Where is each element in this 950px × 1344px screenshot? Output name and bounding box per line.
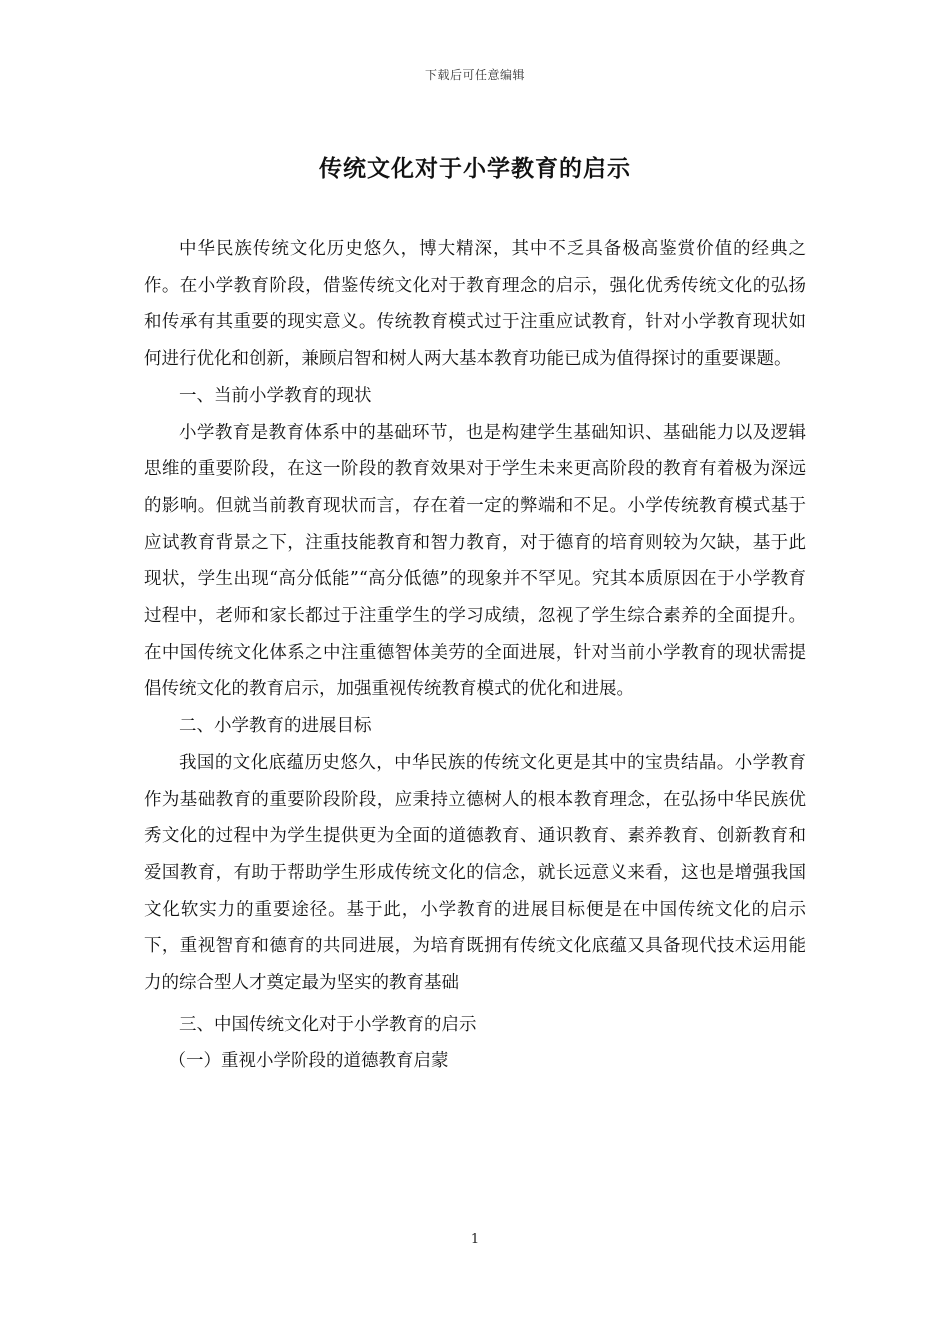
section-heading-2: 二、小学教育的进展目标 [179, 716, 372, 737]
page-number: 1 [470, 1232, 480, 1247]
subsection-heading-3-1: （一）重视小学阶段的道德教育启蒙 [168, 1051, 449, 1072]
intro-paragraph: 中华民族传统文化历史悠久，博大精深，其中不乏具备极高鉴赏价值的经典之作。在小学教育阶段，借鉴传统文化对于教育理念的启示，强化优秀传统文化的弘扬和传承有其重要的现实意义。传统教育模式过于注重应试教育，针对小学教育现状如何进行优化和创新，兼顾启智和树人两大基本教育功能已成为值得探讨的重要课题。 [144, 239, 806, 370]
section-1-paragraph: 小学教育是教育体系中的基础环节，也是构建学生基础知识、基础能力以及逻辑思维的重要阶段，在这一阶段的教育效果对于学生未来更高阶段的教育有着极为深远的影响。但就当前教育现状而言，存在着一定的弊端和不足。小学传统教育模式基于应试教育背景之下，注重技能教育和智力教育，对于德育的培育则较为欠缺，基于此现状，学生出现“高分低能”“高分低德”的现象并不罕见。究其本质原因在于小学教育过程中，老师和家长都过于注重学生的学习成绩，忽视了学生综合素养的全面提升。在中国传统文化体系之中注重德智体美劳的全面进展，针对当前小学教育的现状需提倡传统文化的教育启示，加强重视传统教育模式的优化和进展。 [144, 422, 806, 700]
document-title: 传统文化对于小学教育的启示 [319, 155, 631, 182]
header-note: 下载后可任意编辑 [424, 68, 525, 82]
section-heading-1: 一、当前小学教育的现状 [179, 385, 372, 406]
document-body [144, 231, 806, 1080]
section-2-paragraph: 我国的文化底蕴历史悠久，中华民族的传统文化更是其中的宝贵结晶。小学教育作为基础教育的重要阶段阶段，应秉持立德树人的根本教育理念，在弘扬中华民族优秀文化的过程中为学生提供更为全面的道德教育、通识教育、素养教育、创新教育和爱国教育，有助于帮助学生形成传统文化的信念，就长远意义来看，这也是增强我国文化软实力的重要途径。基于此，小学教育的进展目标便是在中国传统文化的启示下，重视智育和德育的共同进展，为培育既拥有传统文化底蕴又具备现代技术运用能力的综合型人才奠定最为坚实的教育基础 [144, 752, 806, 994]
section-heading-3: 三、中国传统文化对于小学教育的启示 [179, 1014, 477, 1035]
